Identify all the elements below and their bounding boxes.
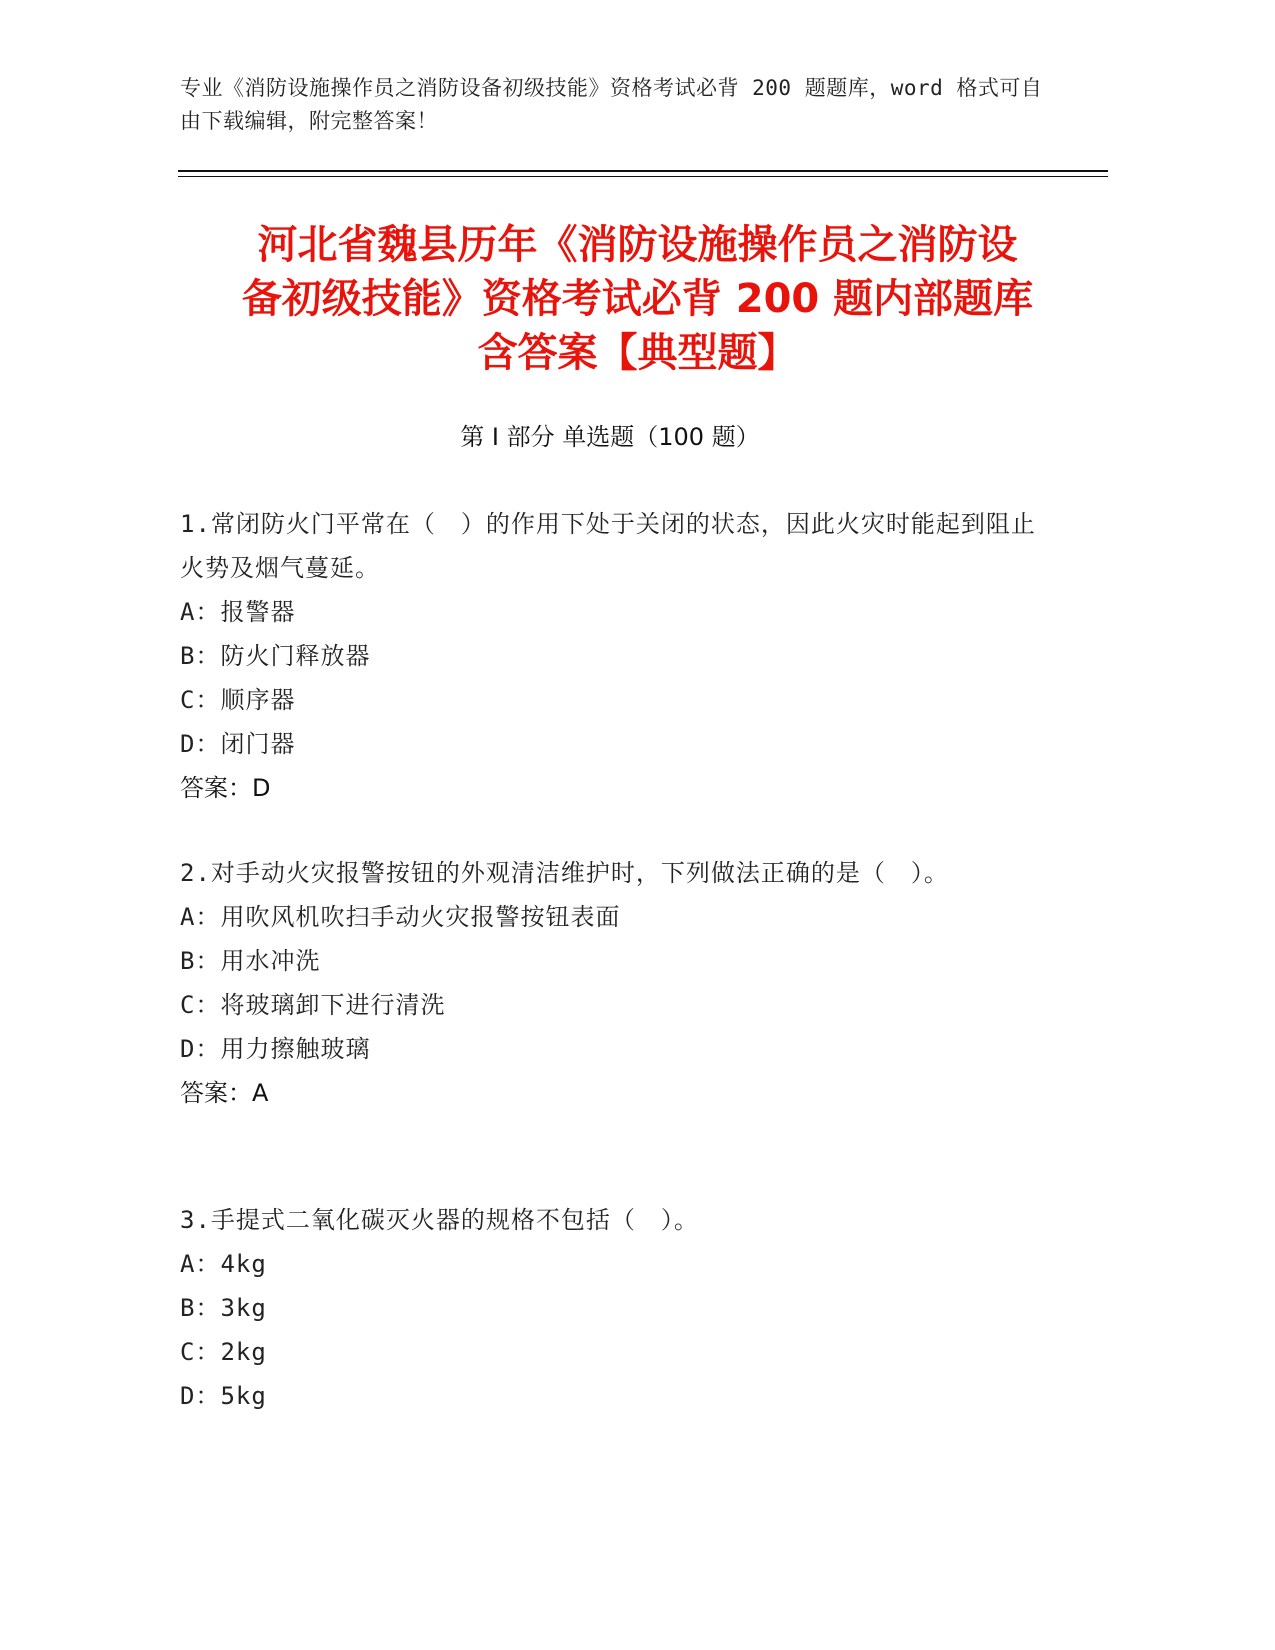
question-option-c: C：将玻璃卸下进行清洗	[180, 991, 446, 1019]
question-option-d: D：闭门器	[180, 730, 296, 758]
question-option-d: D：5kg	[180, 1382, 267, 1410]
question-option-c: C：2kg	[180, 1338, 267, 1366]
question-option-b: B：防火门释放器	[180, 642, 371, 670]
question-option-d: D：用力擦触玻璃	[180, 1035, 371, 1063]
header-note: 专业《消防设施操作员之消防设备初级技能》资格考试必背 200 题题库，word 格式可自由下载编辑，附完整答案！	[180, 76, 1043, 133]
document-title-line: 河北省魏县历年《消防设施操作员之消防设	[257, 222, 1018, 268]
question-option-b: B：用水冲洗	[180, 947, 321, 975]
question-answer: 答案：D	[180, 774, 271, 802]
question-2	[180, 851, 1040, 1115]
question-option-b: B：3kg	[180, 1294, 267, 1322]
question-text: 1.常闭防火门平常在（ ）的作用下处于关闭的状态，因此火灾时能起到阻止火势及烟气蔓延。	[180, 510, 1036, 582]
header-divider-thick	[178, 170, 1108, 172]
question-option-a: A：用吹风机吹扫手动火灾报警按钮表面	[180, 903, 621, 931]
document-title	[150, 218, 1125, 380]
question-answer: 答案：A	[180, 1079, 269, 1107]
question-option-a: A：报警器	[180, 598, 296, 626]
question-3	[180, 1198, 1040, 1418]
document-title-line: 备初级技能》资格考试必背 200 题内部题库	[241, 276, 1034, 322]
document-title-line: 含答案【典型题】	[477, 330, 798, 376]
question-1	[180, 502, 1040, 810]
question-option-a: A：4kg	[180, 1250, 267, 1278]
question-text: 3.手提式二氧化碳灭火器的规格不包括（ ）。	[180, 1206, 699, 1234]
question-text: 2.对手动火灾报警按钮的外观清洁维护时，下列做法正确的是（ ）。	[180, 859, 949, 887]
section-title: 第 I 部分 单选题（100 题）	[460, 423, 760, 451]
header-divider-thin	[178, 176, 1108, 177]
question-option-c: C：顺序器	[180, 686, 296, 714]
